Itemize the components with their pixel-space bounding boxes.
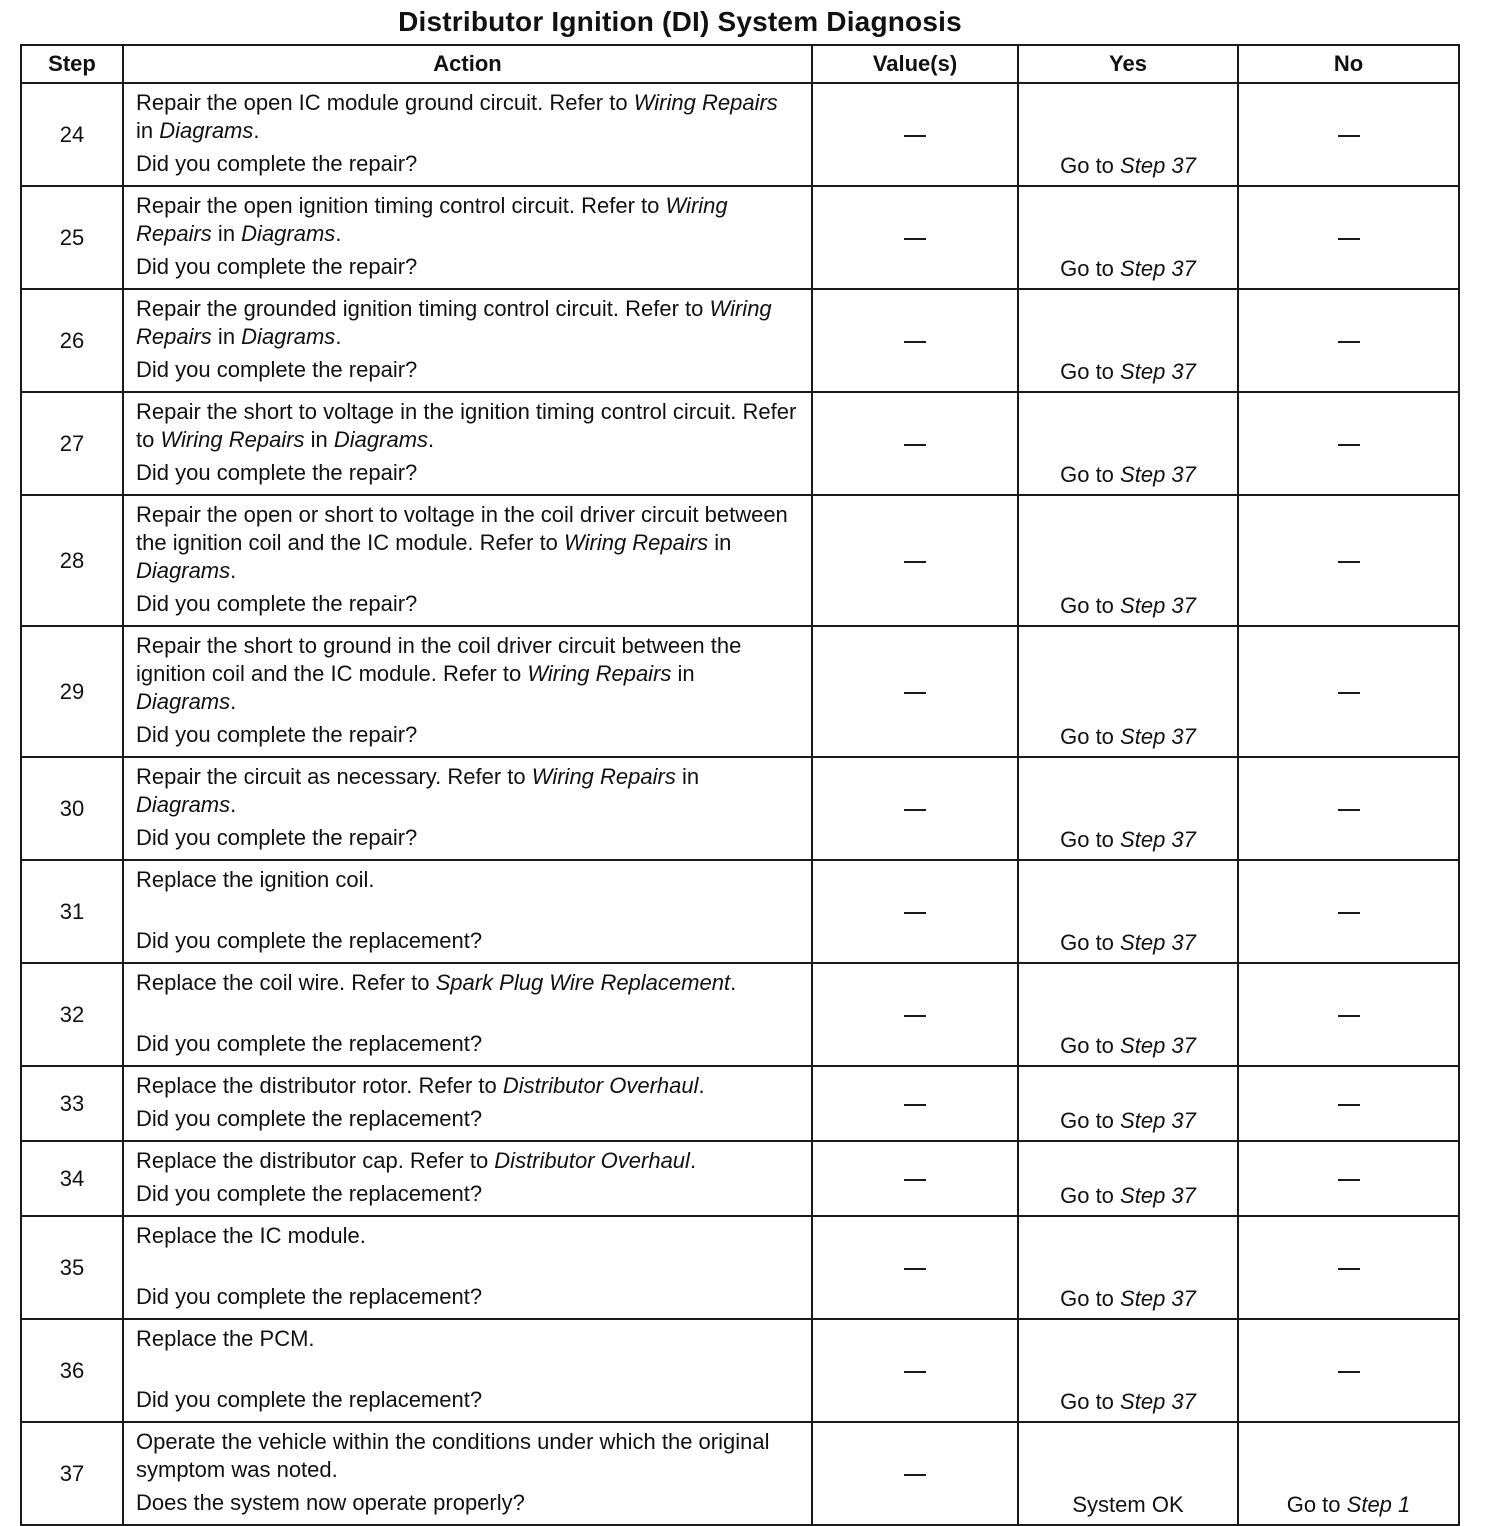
step-number: 25 <box>21 186 123 289</box>
action-text: Repair the open or short to voltage in the coil driver circuit between the ignition coil and the IC module. Refer to <box>136 502 788 555</box>
yes-cell <box>1018 1422 1238 1525</box>
yes-step-ref: Step 37 <box>1120 1033 1196 1058</box>
action-text: Repair the short to ground in the coil driver circuit between the ignition coil and the IC module. Refer to <box>136 633 742 686</box>
step-number: 27 <box>21 392 123 495</box>
table-header-row <box>21 45 1459 83</box>
yes-cell <box>1018 963 1238 1066</box>
value-cell <box>812 186 1018 289</box>
action-instruction <box>136 1428 799 1484</box>
no-dash <box>1338 561 1360 563</box>
action-reference: Wiring Repairs <box>136 296 772 349</box>
action-text: in <box>136 118 160 143</box>
yes-step-ref: Step 37 <box>1120 256 1196 281</box>
action-cell <box>123 1319 812 1422</box>
action-instruction <box>136 295 799 351</box>
yes-step-ref: Step 37 <box>1120 359 1196 384</box>
action-cell <box>123 626 812 757</box>
value-dash <box>904 135 926 137</box>
action-question: Did you complete the replacement? <box>136 1106 483 1131</box>
action-text: Replace the distributor cap. Refer to <box>136 1148 495 1173</box>
action-cell <box>123 392 812 495</box>
action-text: . <box>335 324 342 349</box>
yes-cell <box>1018 757 1238 860</box>
step-number: 29 <box>21 626 123 757</box>
action-text: Repair the short to voltage in the ignition timing control circuit. Refer to <box>136 399 797 452</box>
action-cell <box>123 963 812 1066</box>
value-cell <box>812 495 1018 626</box>
table-row <box>21 1422 1459 1525</box>
action-instruction <box>136 1325 799 1353</box>
header-yes: Yes <box>1018 45 1238 83</box>
action-question: Does the system now operate properly? <box>136 1490 525 1515</box>
yes-goto-label: Go to <box>1060 593 1114 618</box>
no-cell <box>1238 626 1459 757</box>
no-cell <box>1238 1141 1459 1216</box>
action-text: in <box>671 661 695 686</box>
table-row <box>21 626 1459 757</box>
value-cell <box>812 1422 1018 1525</box>
action-reference: Wiring Repairs <box>564 530 709 555</box>
step-number: 31 <box>21 860 123 963</box>
yes-cell <box>1018 186 1238 289</box>
table-row <box>21 757 1459 860</box>
yes-step-ref: Step 37 <box>1120 724 1196 749</box>
action-cell <box>123 1422 812 1525</box>
yes-cell <box>1018 860 1238 963</box>
action-cell <box>123 495 812 626</box>
action-content <box>136 1072 799 1132</box>
action-text: . <box>335 221 342 246</box>
action-question: Did you complete the repair? <box>136 151 418 176</box>
diagnosis-table <box>20 44 1460 1526</box>
no-dash <box>1338 135 1360 137</box>
action-text: Replace the IC module. <box>136 1223 366 1248</box>
value-dash <box>904 1268 926 1270</box>
no-dash <box>1338 1104 1360 1106</box>
value-cell <box>812 1066 1018 1141</box>
action-cell <box>123 1066 812 1141</box>
table-row <box>21 186 1459 289</box>
action-content <box>136 763 799 851</box>
value-cell <box>812 289 1018 392</box>
step-number: 24 <box>21 83 123 186</box>
table-row <box>21 1216 1459 1319</box>
action-text: Repair the open IC module ground circuit. Refer to <box>136 90 634 115</box>
action-reference: Spark Plug Wire Replacement <box>435 970 731 995</box>
step-number: 37 <box>21 1422 123 1525</box>
yes-step-ref: Step 37 <box>1120 462 1196 487</box>
action-cell <box>123 1216 812 1319</box>
value-cell <box>812 860 1018 963</box>
no-dash <box>1338 341 1360 343</box>
action-text: in <box>211 221 242 246</box>
action-text: Repair the circuit as necessary. Refer to <box>136 764 532 789</box>
action-text: in <box>304 427 334 452</box>
step-number: 34 <box>21 1141 123 1216</box>
action-text: Repair the grounded ignition timing control circuit. Refer to <box>136 296 710 321</box>
action-text: Replace the coil wire. Refer to <box>136 970 436 995</box>
yes-cell <box>1018 289 1238 392</box>
action-text: . <box>730 970 737 995</box>
value-dash <box>904 444 926 446</box>
no-step-ref: Step 1 <box>1346 1492 1411 1517</box>
action-instruction <box>136 398 799 454</box>
action-cell <box>123 1141 812 1216</box>
action-question: Did you complete the replacement? <box>136 1284 483 1309</box>
action-reference: Wiring Repairs <box>527 661 672 686</box>
no-dash <box>1338 1268 1360 1270</box>
step-number: 28 <box>21 495 123 626</box>
no-cell <box>1238 1319 1459 1422</box>
value-dash <box>904 238 926 240</box>
no-cell <box>1238 860 1459 963</box>
value-dash <box>904 1371 926 1373</box>
yes-goto-label: Go to <box>1060 1183 1114 1208</box>
action-instruction <box>136 632 799 716</box>
action-instruction <box>136 1222 799 1250</box>
value-dash <box>904 1474 926 1476</box>
header-no: No <box>1238 45 1459 83</box>
value-cell <box>812 83 1018 186</box>
action-text: in <box>708 530 732 555</box>
no-dash <box>1338 1371 1360 1373</box>
action-instruction <box>136 866 799 894</box>
yes-step-ref: Step 37 <box>1120 827 1196 852</box>
no-cell <box>1238 1216 1459 1319</box>
action-reference: Diagrams <box>159 118 254 143</box>
action-text: Replace the ignition coil. <box>136 867 375 892</box>
action-reference: Diagrams <box>136 558 231 583</box>
action-instruction <box>136 89 799 145</box>
action-content <box>136 89 799 177</box>
yes-step-ref: Step 37 <box>1120 930 1196 955</box>
action-content <box>136 1428 799 1516</box>
no-dash <box>1338 912 1360 914</box>
yes-goto-label: Go to <box>1060 462 1114 487</box>
action-content <box>136 866 799 954</box>
action-content <box>136 632 799 748</box>
action-instruction <box>136 501 799 585</box>
no-cell <box>1238 1066 1459 1141</box>
header-values: Value(s) <box>812 45 1018 83</box>
action-instruction <box>136 763 799 819</box>
action-content <box>136 1147 799 1207</box>
value-cell <box>812 1216 1018 1319</box>
no-dash <box>1338 444 1360 446</box>
yes-cell <box>1018 1319 1238 1422</box>
action-cell <box>123 83 812 186</box>
action-content <box>136 1222 799 1310</box>
no-cell <box>1238 495 1459 626</box>
action-question: Did you complete the repair? <box>136 722 418 747</box>
action-text: in <box>211 324 242 349</box>
action-question: Did you complete the replacement? <box>136 1181 483 1206</box>
yes-goto-label: Go to <box>1060 1286 1114 1311</box>
value-cell <box>812 626 1018 757</box>
value-dash <box>904 1179 926 1181</box>
action-question: Did you complete the repair? <box>136 357 418 382</box>
no-cell <box>1238 392 1459 495</box>
action-cell <box>123 757 812 860</box>
action-reference: Wiring Repairs <box>160 427 305 452</box>
action-text: in <box>675 764 700 789</box>
value-cell <box>812 963 1018 1066</box>
action-instruction <box>136 192 799 248</box>
no-cell <box>1238 83 1459 186</box>
no-dash <box>1338 809 1360 811</box>
yes-cell <box>1018 495 1238 626</box>
action-cell <box>123 289 812 392</box>
value-dash <box>904 1015 926 1017</box>
yes-goto-label: Go to <box>1060 827 1114 852</box>
yes-step-ref: Step 37 <box>1120 1286 1196 1311</box>
header-action: Action <box>123 45 812 83</box>
action-question: Did you complete the replacement? <box>136 1031 483 1056</box>
action-question: Did you complete the repair? <box>136 825 418 850</box>
yes-cell <box>1018 1141 1238 1216</box>
action-text: . <box>689 1148 697 1173</box>
no-dash <box>1338 1179 1360 1181</box>
action-instruction <box>136 1072 799 1100</box>
table-row <box>21 1141 1459 1216</box>
yes-goto-label: Go to <box>1060 724 1114 749</box>
action-reference: Wiring Repairs <box>531 764 676 789</box>
action-text: Repair the open ignition timing control circuit. Refer to <box>136 193 666 218</box>
yes-cell <box>1018 83 1238 186</box>
no-cell <box>1238 963 1459 1066</box>
step-number: 26 <box>21 289 123 392</box>
action-reference: Distributor Overhaul <box>494 1148 690 1173</box>
action-question: Did you complete the repair? <box>136 460 418 485</box>
yes-cell <box>1018 1066 1238 1141</box>
yes-step-ref: Step 37 <box>1120 1183 1196 1208</box>
yes-goto-label: Go to <box>1060 1389 1114 1414</box>
table-row <box>21 963 1459 1066</box>
value-dash <box>904 912 926 914</box>
yes-cell <box>1018 392 1238 495</box>
action-text: . <box>253 118 260 143</box>
no-cell <box>1238 757 1459 860</box>
no-dash <box>1338 692 1360 694</box>
action-reference: Wiring Repairs <box>136 193 728 246</box>
action-content <box>136 398 799 486</box>
action-text: . <box>428 427 435 452</box>
no-cell <box>1238 1422 1459 1525</box>
value-cell <box>812 392 1018 495</box>
table-row <box>21 392 1459 495</box>
yes-step-ref: Step 37 <box>1120 593 1196 618</box>
action-reference: Diagrams <box>136 792 231 817</box>
yes-step-ref: Step 37 <box>1120 1108 1196 1133</box>
action-text: Replace the PCM. <box>136 1326 315 1351</box>
action-content <box>136 192 799 280</box>
action-text: Replace the distributor rotor. Refer to <box>136 1073 503 1098</box>
action-reference: Wiring Repairs <box>633 90 778 115</box>
table-row <box>21 860 1459 963</box>
value-cell <box>812 1319 1018 1422</box>
action-content <box>136 501 799 617</box>
action-cell <box>123 860 812 963</box>
yes-goto-label: Go to <box>1060 1033 1114 1058</box>
action-text: Operate the vehicle within the conditions under which the original symptom was noted. <box>136 1429 770 1482</box>
action-question: Did you complete the replacement? <box>136 928 483 953</box>
no-goto-label: Go to <box>1286 1492 1341 1517</box>
action-content <box>136 1325 799 1413</box>
step-number: 35 <box>21 1216 123 1319</box>
table-row <box>21 1319 1459 1422</box>
action-text: . <box>230 689 237 714</box>
document-title: Distributor Ignition (DI) System Diagnosis <box>398 6 962 37</box>
table-row <box>21 1066 1459 1141</box>
yes-cell <box>1018 1216 1238 1319</box>
yes-goto-label: Go to <box>1060 153 1114 178</box>
action-reference: Distributor Overhaul <box>502 1073 699 1098</box>
yes-goto-label: Go to <box>1060 256 1114 281</box>
action-question: Did you complete the replacement? <box>136 1387 483 1412</box>
value-dash <box>904 809 926 811</box>
action-reference: Diagrams <box>136 689 231 714</box>
action-question: Did you complete the repair? <box>136 254 418 279</box>
step-number: 32 <box>21 963 123 1066</box>
value-dash <box>904 1104 926 1106</box>
yes-step-ref: Step 37 <box>1120 1389 1196 1414</box>
value-dash <box>904 692 926 694</box>
yes-goto-label: Go to <box>1060 930 1114 955</box>
no-dash <box>1338 1015 1360 1017</box>
action-instruction <box>136 969 799 997</box>
value-cell <box>812 757 1018 860</box>
no-dash <box>1338 238 1360 240</box>
table-row <box>21 289 1459 392</box>
step-number: 30 <box>21 757 123 860</box>
yes-cell <box>1018 626 1238 757</box>
action-content <box>136 969 799 1057</box>
no-cell <box>1238 186 1459 289</box>
yes-text: System OK <box>1072 1492 1184 1517</box>
value-cell <box>812 1141 1018 1216</box>
action-content <box>136 295 799 383</box>
value-dash <box>904 341 926 343</box>
action-reference: Diagrams <box>241 324 336 349</box>
no-cell <box>1238 289 1459 392</box>
action-question: Did you complete the repair? <box>136 591 418 616</box>
action-reference: Diagrams <box>333 427 429 452</box>
value-dash <box>904 561 926 563</box>
yes-step-ref: Step 37 <box>1120 153 1196 178</box>
action-text: . <box>230 558 237 583</box>
yes-goto-label: Go to <box>1060 359 1114 384</box>
action-text: . <box>698 1073 705 1098</box>
table-body <box>21 83 1459 1525</box>
action-reference: Diagrams <box>241 221 336 246</box>
yes-goto-label: Go to <box>1060 1108 1114 1133</box>
header-step: Step <box>21 45 123 83</box>
step-number: 33 <box>21 1066 123 1141</box>
action-cell <box>123 186 812 289</box>
action-instruction <box>136 1147 799 1175</box>
table-row <box>21 83 1459 186</box>
action-text: . <box>230 792 237 817</box>
step-number: 36 <box>21 1319 123 1422</box>
table-row <box>21 495 1459 626</box>
